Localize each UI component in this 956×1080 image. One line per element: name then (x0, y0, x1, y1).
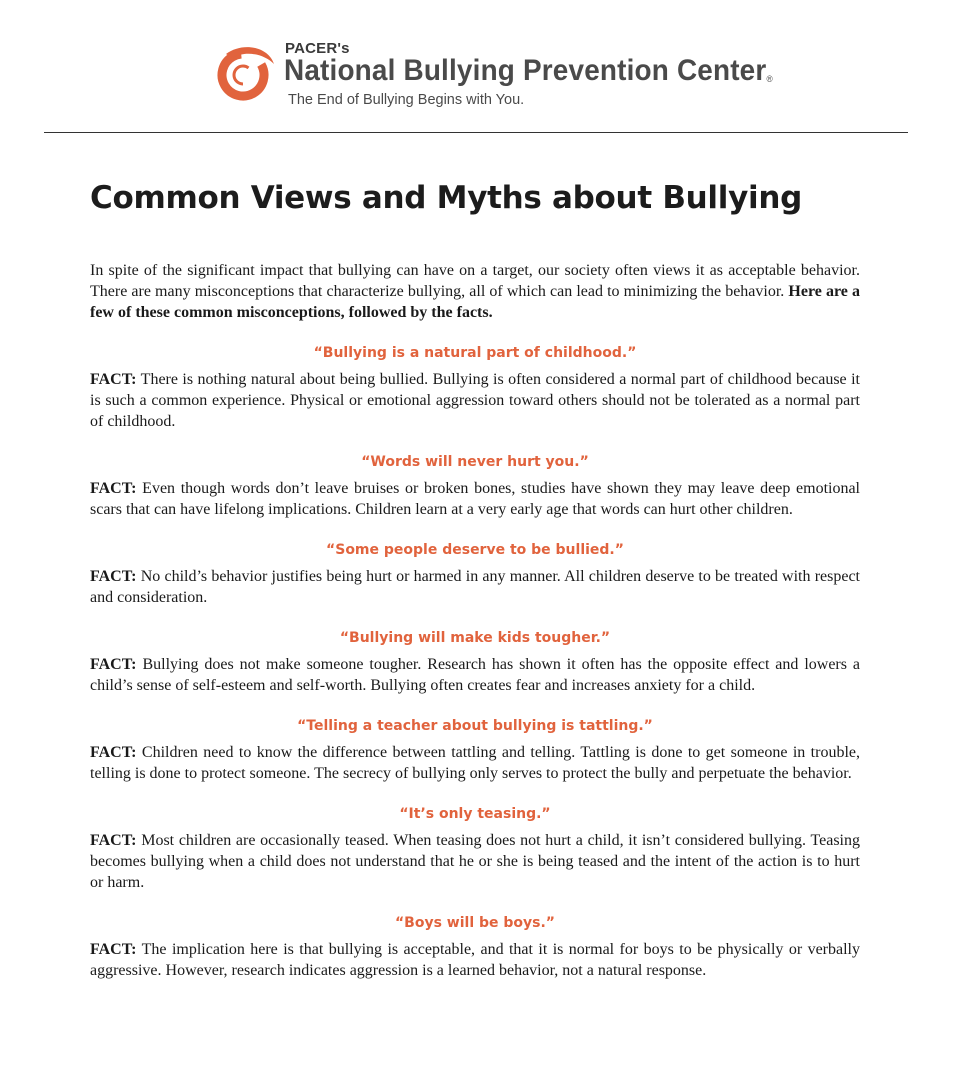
fact-paragraph (90, 478, 860, 520)
myth-heading: “Bullying will make kids tougher.” (339, 630, 611, 646)
fact-text: The implication here is that bullying is acceptable, and that it is normal for boys to be physically or verbally aggressive. However, research indicates aggression is a learned behavior, not a natural response. (90, 941, 861, 979)
intro-text: In spite of the significant impact that bullying can have on a target, our society often views it as acceptable behavior. There are many misconceptions that characterize bullying, all of which can lead to minimizing the behavior. (90, 262, 860, 300)
fact-label: FACT: (90, 744, 137, 761)
myth-heading: “Boys will be boys.” (394, 915, 556, 931)
fact-text: There is nothing natural about being bullied. Bullying is often considered a normal part of childhood because it is such a common experience. Physical or emotional aggression toward others should not be tolerated as a normal part of childhood. (90, 371, 860, 430)
myth-block (90, 804, 860, 893)
myth-heading: “Bullying is a natural part of childhood.” (313, 345, 637, 361)
fact-text: No child’s behavior justifies being hurt or harmed in any manner. All children deserve to be treated with respect and consideration. (90, 568, 861, 606)
page-title: Common Views and Myths about Bullying (90, 180, 802, 216)
myth-heading: “Some people deserve to be bullied.” (326, 542, 624, 558)
org-name-text: National Bullying Prevention Center (284, 54, 767, 87)
fact-label: FACT: (90, 371, 137, 388)
header-divider (44, 132, 908, 133)
myth-block (90, 540, 860, 608)
myth-block (90, 716, 860, 784)
fact-paragraph (90, 742, 860, 784)
myth-heading: “It’s only teasing.” (399, 806, 551, 822)
fact-text: Most children are occasionally teased. When teasing does not hurt a child, it isn’t considered bullying. Teasing becomes bullying when a child does not understand that he or she is being teased and the intent of the action is to hurt or harm. (90, 832, 860, 891)
myth-heading: “Words will never hurt you.” (361, 454, 589, 470)
fact-text: Bullying does not make someone tougher. Research has shown it often has the opposite effect and lowers a child’s sense of self-esteem and self-worth. Bullying often creates fear and increases anxiety for a child. (90, 656, 861, 694)
swirl-logo-icon (212, 40, 278, 106)
fact-paragraph (90, 939, 860, 981)
fact-paragraph (90, 830, 860, 893)
myth-heading: “Telling a teacher about bullying is tattling.” (297, 718, 653, 734)
fact-paragraph (90, 369, 860, 432)
intro-bold-text: Here are a few of these common misconceptions, followed by the facts. (90, 283, 861, 321)
page-header (0, 0, 956, 132)
fact-text: Even though words don’t leave bruises or broken bones, studies have shown they may leave deep emotional scars that can have lifelong implications. Children learn at a very early age that words can hurt other children. (90, 480, 861, 518)
org-name (284, 54, 773, 88)
tagline: The End of Bullying Begins with You. (288, 92, 525, 108)
fact-paragraph (90, 566, 860, 608)
fact-label: FACT: (90, 656, 137, 673)
document-body (90, 260, 860, 981)
fact-label: FACT: (90, 480, 137, 497)
fact-paragraph (90, 654, 860, 696)
myth-block (90, 913, 860, 981)
fact-label: FACT: (90, 941, 137, 958)
myth-block (90, 628, 860, 696)
fact-label: FACT: (90, 832, 137, 849)
org-prefix: PACER's (285, 40, 350, 57)
registered-mark: ® (766, 74, 773, 84)
myth-block (90, 343, 860, 432)
fact-label: FACT: (90, 568, 137, 585)
intro-paragraph (90, 260, 860, 323)
myth-block (90, 452, 860, 520)
fact-text: Children need to know the difference between tattling and telling. Tattling is done to get someone in trouble, telling is done to protect someone. The secrecy of bullying only serves to protect the bully and perpetuate the behavior. (90, 744, 861, 782)
